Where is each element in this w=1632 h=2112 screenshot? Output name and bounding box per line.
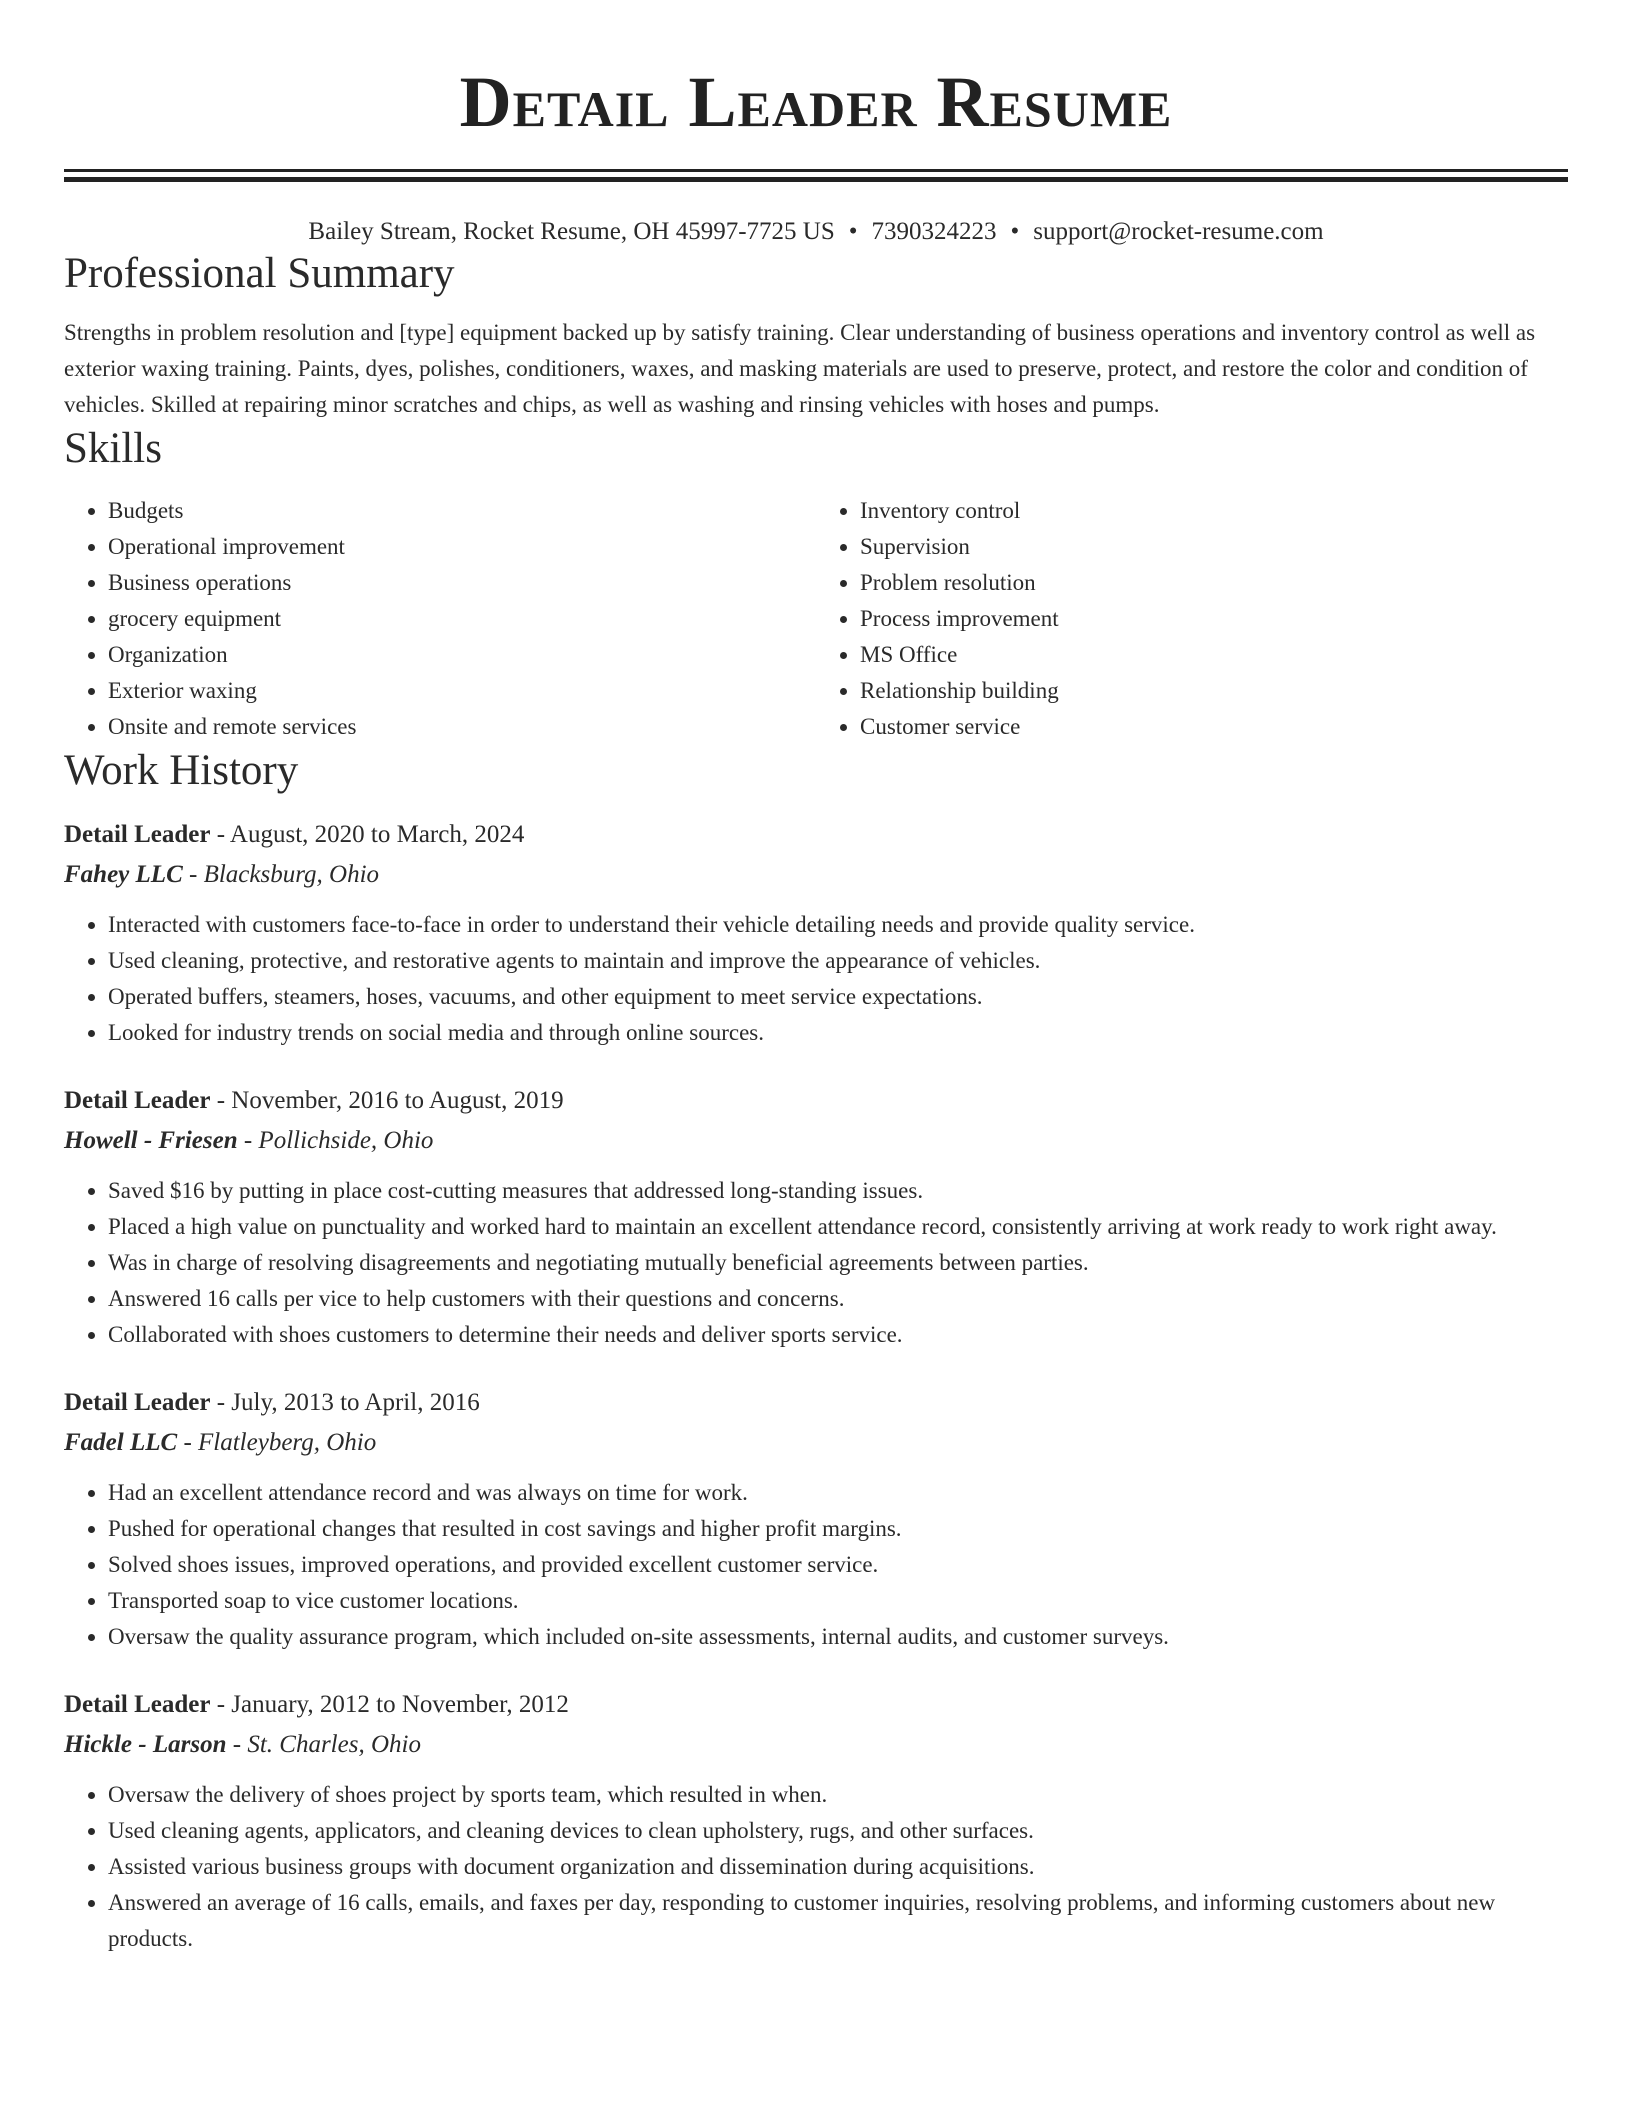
skill-item: • grocery equipment [108, 601, 816, 637]
job-entry [64, 1083, 1568, 1353]
job-location: - Flatleyberg, Ohio [177, 1429, 377, 1456]
job-duty-item: • Used cleaning, protective, and restorative agents to maintain and improve the appearance of vehicles. [108, 943, 1568, 979]
job-company: Howell - Friesen [64, 1127, 238, 1154]
title-divider-top [64, 169, 1568, 172]
job-employer [64, 1123, 1568, 1159]
skills-column-right [816, 493, 1568, 745]
job-dates: - January, 2012 to November, 2012 [210, 1691, 569, 1718]
job-employer [64, 1425, 1568, 1461]
skills-heading: Skills [64, 425, 162, 472]
skill-item: • Business operations [108, 565, 816, 601]
job-header [64, 817, 1568, 853]
skill-item: • Budgets [108, 493, 816, 529]
job-duty-item: • Oversaw the quality assurance program, which included on-site assessments, internal audits, and customer surveys. [108, 1619, 1568, 1655]
job-duties [64, 907, 1568, 1051]
job-location: - Blacksburg, Ohio [182, 861, 380, 888]
job-duty-item: • Assisted various business groups with document organization and dissemination during acquisitions. [108, 1849, 1568, 1885]
job-duties [64, 1777, 1568, 1957]
title-divider-bottom [64, 177, 1568, 182]
job-company: Fahey LLC [64, 861, 183, 888]
job-duties [64, 1173, 1568, 1353]
skills-column-left [64, 493, 816, 745]
job-dates: - November, 2016 to August, 2019 [210, 1087, 564, 1114]
skill-item: • Onsite and remote services [108, 709, 816, 745]
skill-item: • Process improvement [860, 601, 1568, 637]
job-duty-item: • Pushed for operational changes that resulted in cost savings and higher profit margins. [108, 1511, 1568, 1547]
skill-item: • Customer service [860, 709, 1568, 745]
job-title: Detail Leader [64, 821, 211, 848]
job-duty-item: • Collaborated with shoes customers to determine their needs and deliver sports service. [108, 1317, 1568, 1353]
job-company: Hickle - Larson [64, 1731, 227, 1758]
job-duty-item: • Placed a high value on punctuality and worked hard to maintain an excellent attendance record, consistently arriving at work ready to work right away. [108, 1209, 1568, 1245]
summary-text: Strengths in problem resolution and [type] equipment backed up by satisfy training. Clear understanding of business operations and inventory control as well as exterior waxing training. Paints, dyes, polishes, conditioners, waxes, and masking materials are used to preserve, protect, and restore the color and condition of vehicles. Skilled at repairing minor scratches and chips, as well as washing and rinsing vehicles with hoses and pumps. [64, 320, 1536, 417]
job-company: Fadel LLC [64, 1429, 178, 1456]
job-duty-item: • Solved shoes issues, improved operations, and provided excellent customer service. [108, 1547, 1568, 1583]
job-duty-item: • Transported soap to vice customer locations. [108, 1583, 1568, 1619]
skill-item: • Problem resolution [860, 565, 1568, 601]
job-location: - Pollichside, Ohio [237, 1127, 434, 1154]
job-duties [64, 1475, 1568, 1655]
job-entry [64, 1385, 1568, 1655]
job-duty-item: • Interacted with customers face-to-face in order to understand their vehicle detailing needs and provide quality service. [108, 907, 1568, 943]
skill-item: • Organization [108, 637, 816, 673]
job-duty-item: • Answered an average of 16 calls, emails, and faxes per day, responding to customer inquiries, resolving problems, and informing customers about new products. [108, 1885, 1568, 1957]
job-title: Detail Leader [64, 1691, 211, 1718]
contact-email: support@rocket-resume.com [1033, 218, 1324, 245]
job-title: Detail Leader [64, 1087, 211, 1114]
job-duty-item: • Saved $16 by putting in place cost-cutting measures that addressed long-standing issues. [108, 1173, 1568, 1209]
job-duty-item: • Was in charge of resolving disagreements and negotiating mutually beneficial agreements between parties. [108, 1245, 1568, 1281]
job-entry [64, 817, 1568, 1051]
job-header [64, 1385, 1568, 1421]
work-history-heading: Work History [64, 747, 299, 794]
job-duty-item: • Oversaw the delivery of shoes project by sports team, which resulted in when. [108, 1777, 1568, 1813]
job-location: - St. Charles, Ohio [226, 1731, 421, 1758]
skill-item: • Relationship building [860, 673, 1568, 709]
skill-item: • Exterior waxing [108, 673, 816, 709]
job-dates: - August, 2020 to March, 2024 [210, 821, 525, 848]
contact-separator: • [848, 218, 858, 245]
job-entry [64, 1687, 1568, 1957]
job-header [64, 1687, 1568, 1723]
contact-address: Bailey Stream, Rocket Resume, OH 45997-7725 US [308, 218, 835, 245]
job-duty-item: • Looked for industry trends on social media and through online sources. [108, 1015, 1568, 1051]
job-employer [64, 1727, 1568, 1763]
job-dates: - July, 2013 to April, 2016 [210, 1389, 480, 1416]
skill-item: • Inventory control [860, 493, 1568, 529]
job-employer [64, 857, 1568, 893]
job-header [64, 1083, 1568, 1119]
job-title: Detail Leader [64, 1389, 211, 1416]
skill-item: • MS Office [860, 637, 1568, 673]
skill-item: • Operational improvement [108, 529, 816, 565]
job-duty-item: • Had an excellent attendance record and was always on time for work. [108, 1475, 1568, 1511]
skills-list [64, 493, 1568, 745]
resume-title: Detail Leader Resume [459, 62, 1173, 142]
job-duty-item: • Operated buffers, steamers, hoses, vacuums, and other equipment to meet service expectations. [108, 979, 1568, 1015]
contact-line [64, 216, 1568, 248]
contact-separator: • [1010, 218, 1020, 245]
summary-heading: Professional Summary [64, 250, 455, 297]
job-duty-item: • Used cleaning agents, applicators, and cleaning devices to clean upholstery, rugs, and other surfaces. [108, 1813, 1568, 1849]
skill-item: • Supervision [860, 529, 1568, 565]
contact-phone: 7390324223 [871, 218, 997, 245]
job-duty-item: • Answered 16 calls per vice to help customers with their questions and concerns. [108, 1281, 1568, 1317]
